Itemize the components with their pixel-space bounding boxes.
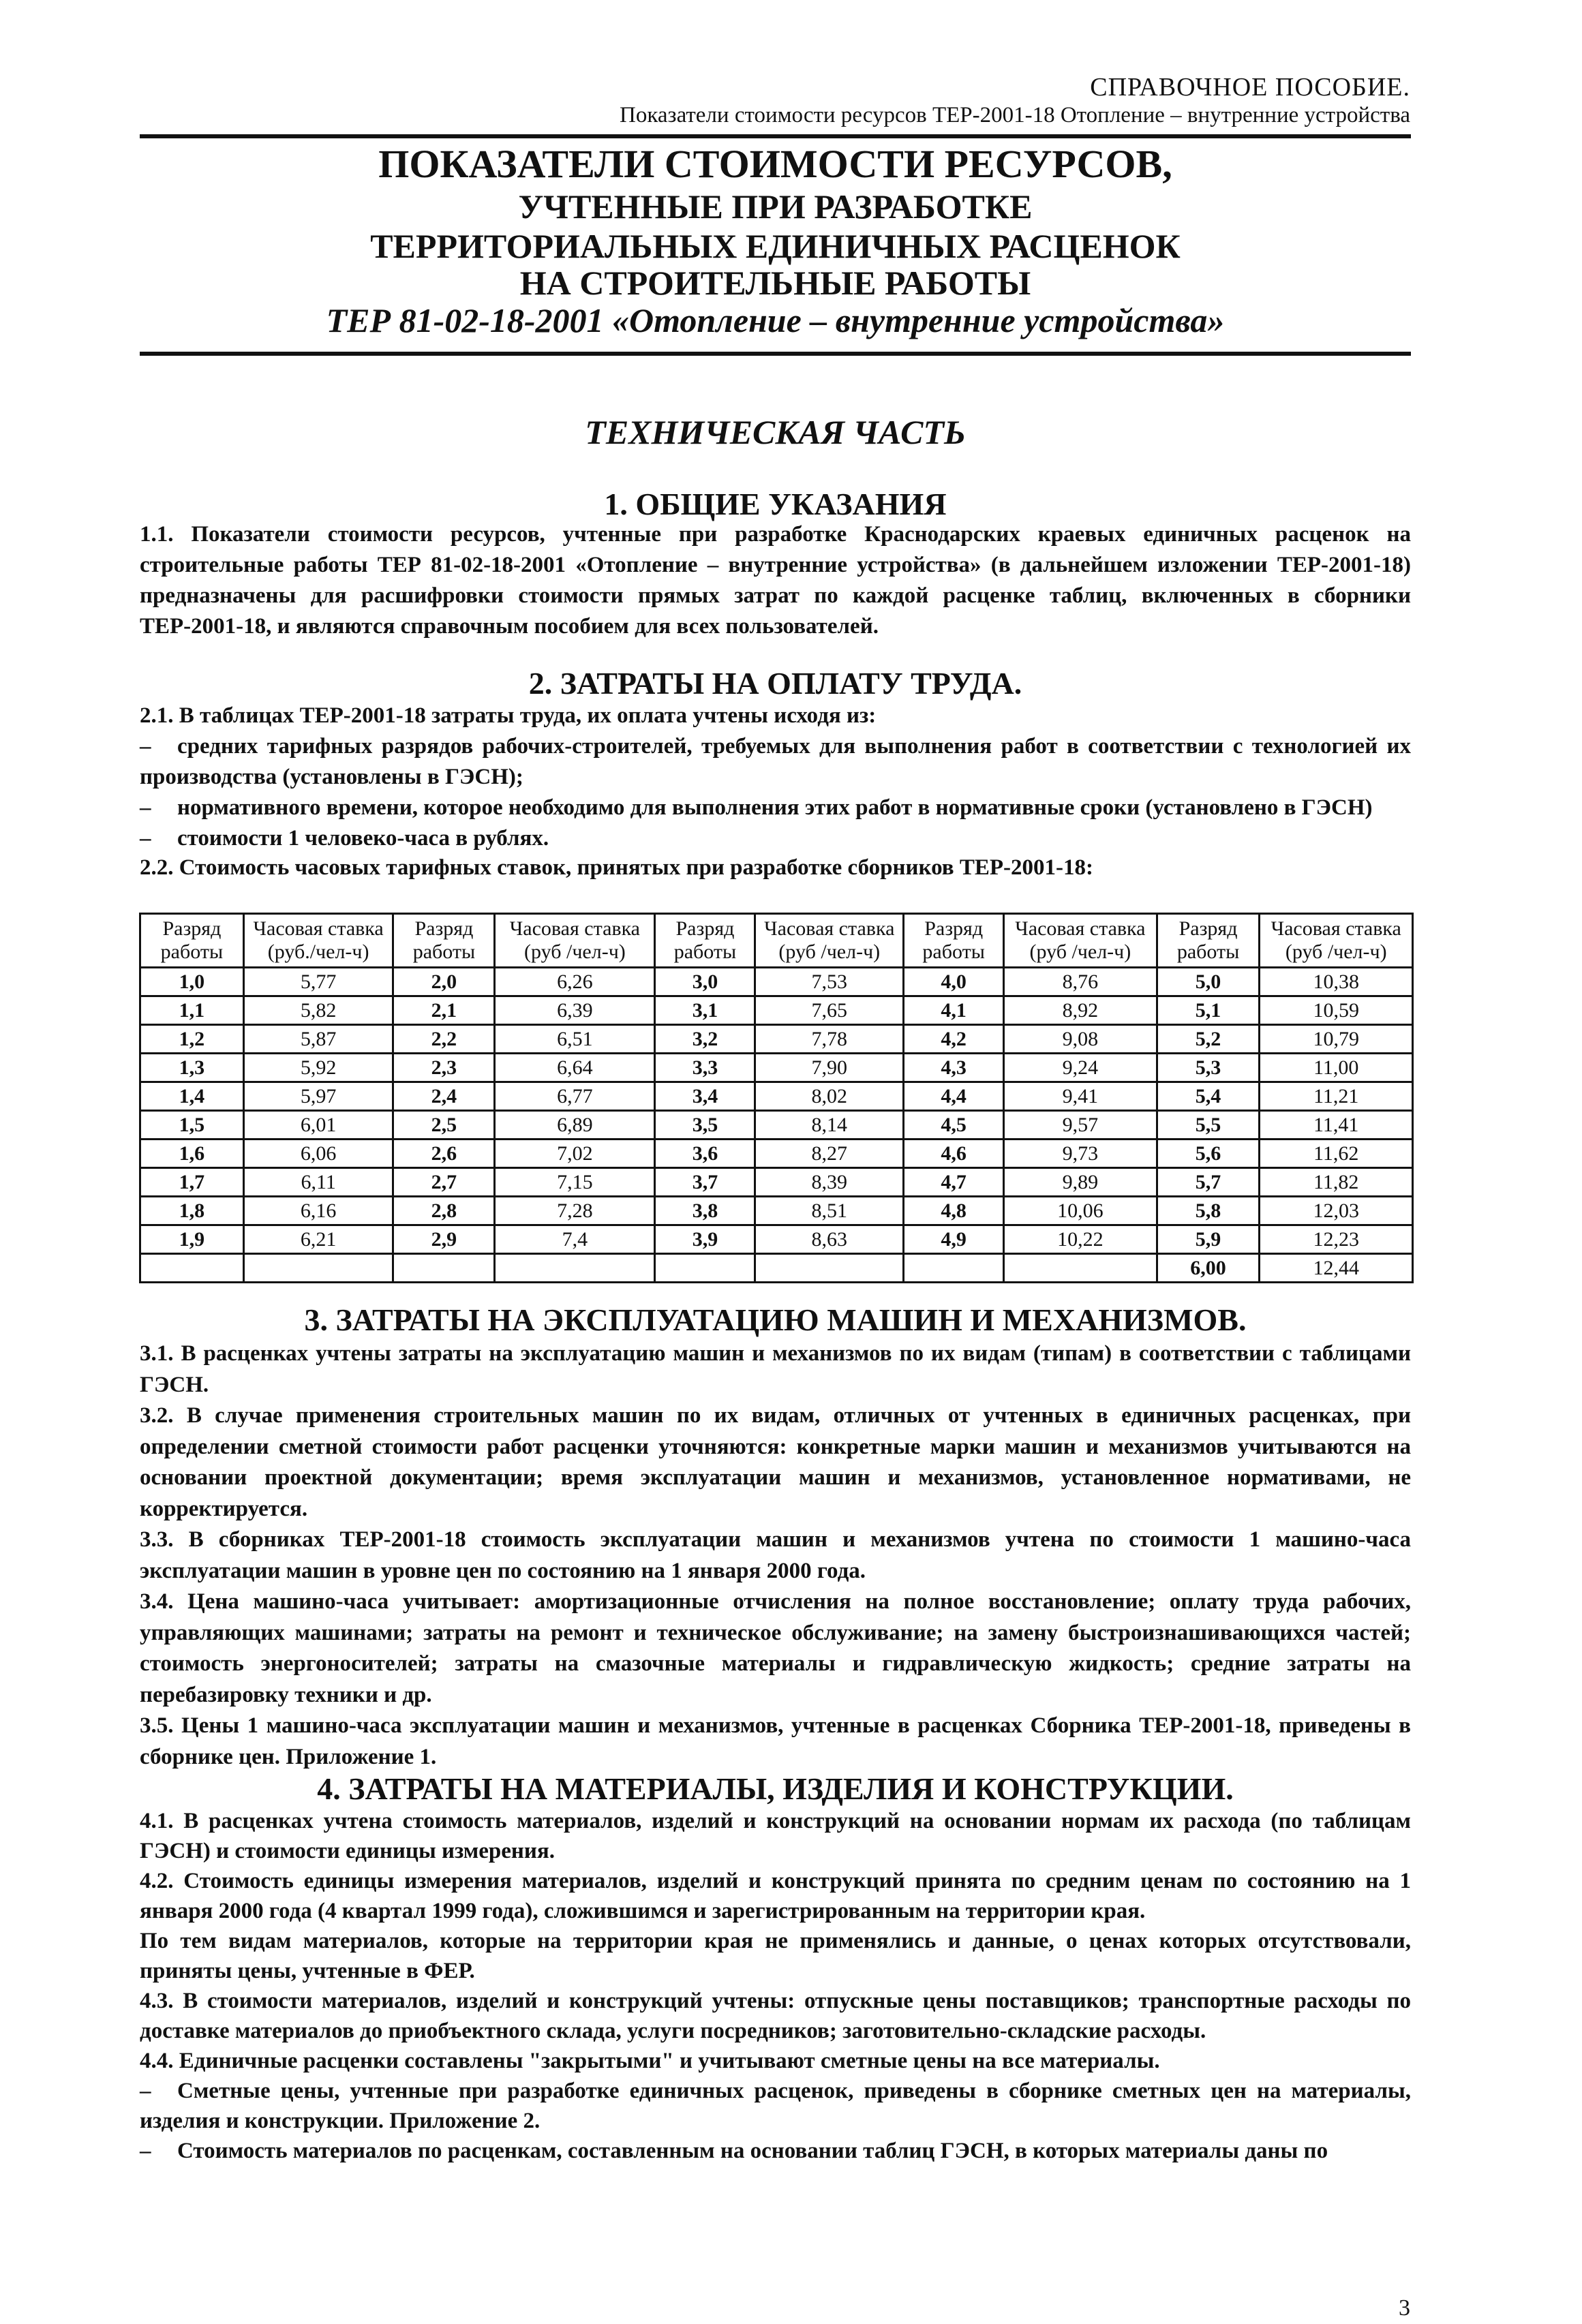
table-row <box>140 1225 1413 1254</box>
rate-cell: 5,87 <box>243 1025 393 1054</box>
rate-cell: 6,06 <box>243 1140 393 1168</box>
paragraph-2-1: 2.1. В таблицах ТЕР-2001-18 затраты труда, их оплата учтены исходя из: <box>140 703 877 728</box>
rate-cell: 11,62 <box>1260 1140 1413 1168</box>
grade-cell: 1,2 <box>140 1025 244 1054</box>
rate-cell: 11,00 <box>1260 1054 1413 1082</box>
title-line-1: ПОКАЗАТЕЛИ СТОИМОСТИ РЕСУРСОВ, <box>378 142 1172 186</box>
rate-cell: 8,51 <box>755 1197 904 1225</box>
rate-cell: 8,92 <box>1004 996 1157 1025</box>
header-rate: Часовая ставка (руб /чел-ч) <box>1260 914 1413 968</box>
grade-cell: 2,9 <box>393 1225 495 1254</box>
paragraph-2-2: 2.2. Стоимость часовых тарифных ставок, принятых при разработке сборников ТЕР-2001-18: <box>140 855 1093 880</box>
grade-cell: 4,0 <box>904 968 1004 996</box>
rate-cell: 7,02 <box>495 1140 655 1168</box>
grade-cell: 3,9 <box>655 1225 755 1254</box>
rate-cell: 9,41 <box>1004 1082 1157 1111</box>
grade-cell: 6,00 <box>1157 1254 1260 1283</box>
header-rate: Часовая ставка (руб /чел-ч) <box>1004 914 1157 968</box>
grade-cell: 4,8 <box>904 1197 1004 1225</box>
rate-cell <box>243 1254 393 1283</box>
grade-cell: 2,2 <box>393 1025 495 1054</box>
grade-cell: 4,7 <box>904 1168 1004 1197</box>
dash-bullet: – <box>140 2079 151 2103</box>
grade-cell: 3,4 <box>655 1082 755 1111</box>
rate-cell: 10,59 <box>1260 996 1413 1025</box>
grade-cell: 5,4 <box>1157 1082 1260 1111</box>
grade-cell: 2,4 <box>393 1082 495 1111</box>
table-row <box>140 1168 1413 1197</box>
rate-cell: 11,41 <box>1260 1111 1413 1140</box>
grade-cell: 3,6 <box>655 1140 755 1168</box>
table-row <box>140 1197 1413 1225</box>
table-row <box>140 968 1413 996</box>
grade-cell: 1,4 <box>140 1082 244 1111</box>
grade-cell: 4,5 <box>904 1111 1004 1140</box>
title-line-3: ТЕРРИТОРИАЛЬНЫХ ЕДИНИЧНЫХ РАСЦЕНОК <box>370 227 1181 265</box>
table-body <box>140 968 1413 1283</box>
grade-cell: 5,1 <box>1157 996 1260 1025</box>
rate-cell: 8,14 <box>755 1111 904 1140</box>
rate-cell: 7,65 <box>755 996 904 1025</box>
table-row <box>140 1254 1413 1283</box>
grade-cell: 4,2 <box>904 1025 1004 1054</box>
hourly-rate-table <box>139 913 1414 1283</box>
rate-cell: 6,16 <box>243 1197 393 1225</box>
rate-cell: 5,92 <box>243 1054 393 1082</box>
rate-cell: 7,15 <box>495 1168 655 1197</box>
rate-cell: 5,77 <box>243 968 393 996</box>
rate-cell: 11,82 <box>1260 1168 1413 1197</box>
paragraph-4-4: 4.4. Единичные расценки составлены "закрытыми" и учитывают сметные цены на все материалы. <box>140 2049 1160 2073</box>
list-item-text: Стоимость материалов по расценкам, составленным на основании таблиц ГЭСН, в которых материалы даны по <box>177 2139 1328 2163</box>
title-line-4: НА СТРОИТЕЛЬНЫЕ РАБОТЫ <box>519 264 1031 302</box>
grade-cell <box>655 1254 755 1283</box>
rate-cell: 8,63 <box>755 1225 904 1254</box>
grade-cell: 2,7 <box>393 1168 495 1197</box>
rate-cell: 6,11 <box>243 1168 393 1197</box>
section-2-body <box>140 701 1411 881</box>
dash-bullet: – <box>140 826 151 851</box>
rate-cell: 9,57 <box>1004 1111 1157 1140</box>
grade-cell: 3,8 <box>655 1197 755 1225</box>
grade-cell: 3,5 <box>655 1111 755 1140</box>
rate-cell <box>1004 1254 1157 1283</box>
grade-cell: 4,6 <box>904 1140 1004 1168</box>
rate-cell: 6,39 <box>495 996 655 1025</box>
dash-bullet: – <box>140 2139 151 2163</box>
rate-cell: 5,97 <box>243 1082 393 1111</box>
rate-cell: 7,78 <box>755 1025 904 1054</box>
dash-bullet: – <box>140 795 151 820</box>
section-3-heading: 3. ЗАТРАТЫ НА ЭКСПЛУАТАЦИЮ МАШИН И МЕХАНИЗМОВ. <box>304 1302 1247 1337</box>
rate-cell: 6,01 <box>243 1111 393 1140</box>
rate-cell: 10,22 <box>1004 1225 1157 1254</box>
rate-cell: 12,03 <box>1260 1197 1413 1225</box>
list-item-text: Сметные цены, учтенные при разработке единичных расценок, приведены в сборнике сметных цен на материалы, изделия и конструкции. Приложение 2. <box>140 2079 1411 2133</box>
grade-cell: 1,0 <box>140 968 244 996</box>
document-label: СПРАВОЧНОЕ ПОСОБИЕ. <box>1090 73 1410 102</box>
rate-cell: 9,08 <box>1004 1025 1157 1054</box>
grade-cell: 5,5 <box>1157 1111 1260 1140</box>
grade-cell: 3,0 <box>655 968 755 996</box>
list-item <box>140 2136 1411 2166</box>
grade-cell: 1,9 <box>140 1225 244 1254</box>
rate-cell: 5,82 <box>243 996 393 1025</box>
page-number: 3 <box>1399 2295 1410 2321</box>
grade-cell: 5,8 <box>1157 1197 1260 1225</box>
rate-cell: 10,06 <box>1004 1197 1157 1225</box>
grade-cell: 5,9 <box>1157 1225 1260 1254</box>
grade-cell: 2,1 <box>393 996 495 1025</box>
table-row <box>140 1111 1413 1140</box>
grade-cell: 3,2 <box>655 1025 755 1054</box>
header-grade: Разряд работы <box>393 914 495 968</box>
paragraph-3-1: 3.1. В расценках учтены затраты на эксплуатацию машин и механизмов по их видам (типам) в соответствии с таблицами ГЭСН. <box>140 1341 1411 1397</box>
header-rate: Часовая ставка (руб./чел-ч) <box>243 914 393 968</box>
title-subtitle: ТЕР 81-02-18-2001 «Отопление – внутренние устройства» <box>326 301 1225 339</box>
grade-cell: 5,3 <box>1157 1054 1260 1082</box>
paragraph-4-2: 4.2. Стоимость единицы измерения материалов, изделий и конструкций принята по средним ценам по состоянию на 1 января 2000 года (4 квартал 1999 года), сложившимся и зарегистрированным на территории края. <box>140 1869 1411 1923</box>
rate-cell: 7,90 <box>755 1054 904 1082</box>
rate-cell <box>495 1254 655 1283</box>
grade-cell: 2,0 <box>393 968 495 996</box>
grade-cell: 3,7 <box>655 1168 755 1197</box>
list-item <box>140 731 1411 793</box>
rate-cell: 9,73 <box>1004 1140 1157 1168</box>
list-item-text: средних тарифных разрядов рабочих-строителей, требуемых для выполнения работ в соответствии с технологией их производства (установлены в ГЭСН); <box>140 734 1411 789</box>
header-rate: Часовая ставка (руб /чел-ч) <box>495 914 655 968</box>
table-header-row <box>140 914 1413 968</box>
table-row <box>140 1082 1413 1111</box>
grade-cell: 4,9 <box>904 1225 1004 1254</box>
paragraph-3-2: 3.2. В случае применения строительных машин по их видам, отличных от учтенных в единичных расценках, при определении сметной стоимости работ расценки уточняются: конкретные марки машин и механизмов учитываются на основании проектной документации; время эксплуатации машин и механизмов, установленное нормативами, не корректируется. <box>140 1403 1411 1521</box>
grade-cell: 3,3 <box>655 1054 755 1082</box>
rate-cell: 9,89 <box>1004 1168 1157 1197</box>
grade-cell: 1,8 <box>140 1197 244 1225</box>
rate-cell: 8,76 <box>1004 968 1157 996</box>
header-rule <box>140 134 1411 138</box>
header-grade: Разряд работы <box>904 914 1004 968</box>
grade-cell: 2,3 <box>393 1054 495 1082</box>
paragraph-4-2-note: По тем видам материалов, которые на территории края не применялись и данные, о ценах которых отсутствовали, приняты цены, учтенные в ФЕР. <box>140 1929 1411 1983</box>
rate-cell: 6,51 <box>495 1025 655 1054</box>
title-line-2: УЧТЕННЫЕ ПРИ РАЗРАБОТКЕ <box>518 187 1033 226</box>
grade-cell: 4,4 <box>904 1082 1004 1111</box>
grade-cell: 5,6 <box>1157 1140 1260 1168</box>
section-1-heading: 1. ОБЩИЕ УКАЗАНИЯ <box>604 487 947 521</box>
rate-cell: 7,4 <box>495 1225 655 1254</box>
section-2-heading: 2. ЗАТРАТЫ НА ОПЛАТУ ТРУДА. <box>528 666 1022 701</box>
dash-bullet: – <box>140 734 151 759</box>
grade-cell: 2,8 <box>393 1197 495 1225</box>
grade-cell: 4,3 <box>904 1054 1004 1082</box>
paragraph-3-4: 3.4. Цена машино-часа учитывает: амортизационные отчисления на полное восстановление; оплату труда рабочих, управляющих машинами; затраты на ремонт и техническое обслуживание; на замену быстроизнашивающихся частей; стоимость энергоносителей; затраты на смазочные материалы и гидравлическую жидкость; средние затраты на перебазировку техники и др. <box>140 1589 1411 1707</box>
rate-cell <box>755 1254 904 1283</box>
grade-cell: 5,2 <box>1157 1025 1260 1054</box>
rate-cell: 7,28 <box>495 1197 655 1225</box>
rate-cell: 12,44 <box>1260 1254 1413 1283</box>
table-row <box>140 1054 1413 1082</box>
paragraph-4-3: 4.3. В стоимости материалов, изделий и конструкций учтены: отпускные цены поставщиков; транспортные расходы по доставке материалов до приобъектного склада, услуги посредников; заготовительно-складские расходы. <box>140 1989 1411 2043</box>
rate-cell: 6,26 <box>495 968 655 996</box>
rate-cell: 7,53 <box>755 968 904 996</box>
grade-cell: 4,1 <box>904 996 1004 1025</box>
table-row <box>140 996 1413 1025</box>
header-grade: Разряд работы <box>140 914 244 968</box>
grade-cell: 2,5 <box>393 1111 495 1140</box>
paragraph-1-1: 1.1. Показатели стоимости ресурсов, учтенные при разработке Краснодарских краевых единичных расценок на строительные работы ТЕР 81-02-18-2001 «Отопление – внутренние устройства» (в дальнейшем изложении ТЕР-2001-18) предназначены для расшифровки стоимости прямых затрат по каждой расценке таблиц, включенных в сборники ТЕР-2001-18, и являются справочным пособием для всех пользователей. <box>140 522 1411 639</box>
section-3-body <box>140 1339 1411 1773</box>
rate-cell: 10,79 <box>1260 1025 1413 1054</box>
grade-cell: 3,1 <box>655 996 755 1025</box>
grade-cell <box>393 1254 495 1283</box>
rate-cell: 10,38 <box>1260 968 1413 996</box>
header-grade: Разряд работы <box>1157 914 1260 968</box>
list-item <box>140 823 1411 854</box>
rate-cell: 12,23 <box>1260 1225 1413 1254</box>
list-item <box>140 793 1411 823</box>
grade-cell <box>904 1254 1004 1283</box>
grade-cell: 2,6 <box>393 1140 495 1168</box>
paragraph-3-3: 3.3. В сборниках ТЕР-2001-18 стоимость эксплуатации машин и механизмов учтена по стоимости 1 машино-часа эксплуатации машин в уровне цен по состоянию на 1 января 2000 года. <box>140 1527 1411 1583</box>
part-title: ТЕХНИЧЕСКАЯ ЧАСТЬ <box>585 413 966 451</box>
grade-cell: 5,7 <box>1157 1168 1260 1197</box>
grade-cell: 1,1 <box>140 996 244 1025</box>
table-row <box>140 1140 1413 1168</box>
paragraph-3-5: 3.5. Цены 1 машино-часа эксплуатации машин и механизмов, учтенные в расценках Сборника ТЕР-2001-18, приведены в сборнике цен. Приложение 1. <box>140 1713 1411 1769</box>
paragraph-4-1: 4.1. В расценках учтена стоимость материалов, изделий и конструкций на основании нормам их расхода (по таблицам ГЭСН) и стоимости единицы измерения. <box>140 1809 1411 1863</box>
table-row <box>140 1025 1413 1054</box>
grade-cell: 5,0 <box>1157 968 1260 996</box>
rate-cell: 6,64 <box>495 1054 655 1082</box>
rate-cell: 6,77 <box>495 1082 655 1111</box>
title-rule <box>140 352 1411 356</box>
list-item-text: нормативного времени, которое необходимо для выполнения этих работ в нормативные сроки (установлено в ГЭСН) <box>177 795 1373 820</box>
grade-cell <box>140 1254 244 1283</box>
running-header: Показатели стоимости ресурсов ТЕР-2001-18 Отопление – внутренние устройства <box>620 103 1410 127</box>
grade-cell: 1,6 <box>140 1140 244 1168</box>
list-item <box>140 2076 1411 2136</box>
section-1-body <box>140 519 1411 642</box>
grade-cell: 1,7 <box>140 1168 244 1197</box>
rate-cell: 8,27 <box>755 1140 904 1168</box>
rate-cell: 6,89 <box>495 1111 655 1140</box>
list-item-text: стоимости 1 человеко-часа в рублях. <box>177 826 549 851</box>
rate-cell: 11,21 <box>1260 1082 1413 1111</box>
section-4-heading: 4. ЗАТРАТЫ НА МАТЕРИАЛЫ, ИЗДЕЛИЯ И КОНСТРУКЦИИ. <box>317 1771 1234 1806</box>
rate-cell: 9,24 <box>1004 1054 1157 1082</box>
section-4-body <box>140 1806 1411 2166</box>
grade-cell: 1,3 <box>140 1054 244 1082</box>
rate-cell: 8,39 <box>755 1168 904 1197</box>
grade-cell: 1,5 <box>140 1111 244 1140</box>
rate-cell: 6,21 <box>243 1225 393 1254</box>
header-rate: Часовая ставка (руб /чел-ч) <box>755 914 904 968</box>
rate-cell: 8,02 <box>755 1082 904 1111</box>
header-grade: Разряд работы <box>655 914 755 968</box>
